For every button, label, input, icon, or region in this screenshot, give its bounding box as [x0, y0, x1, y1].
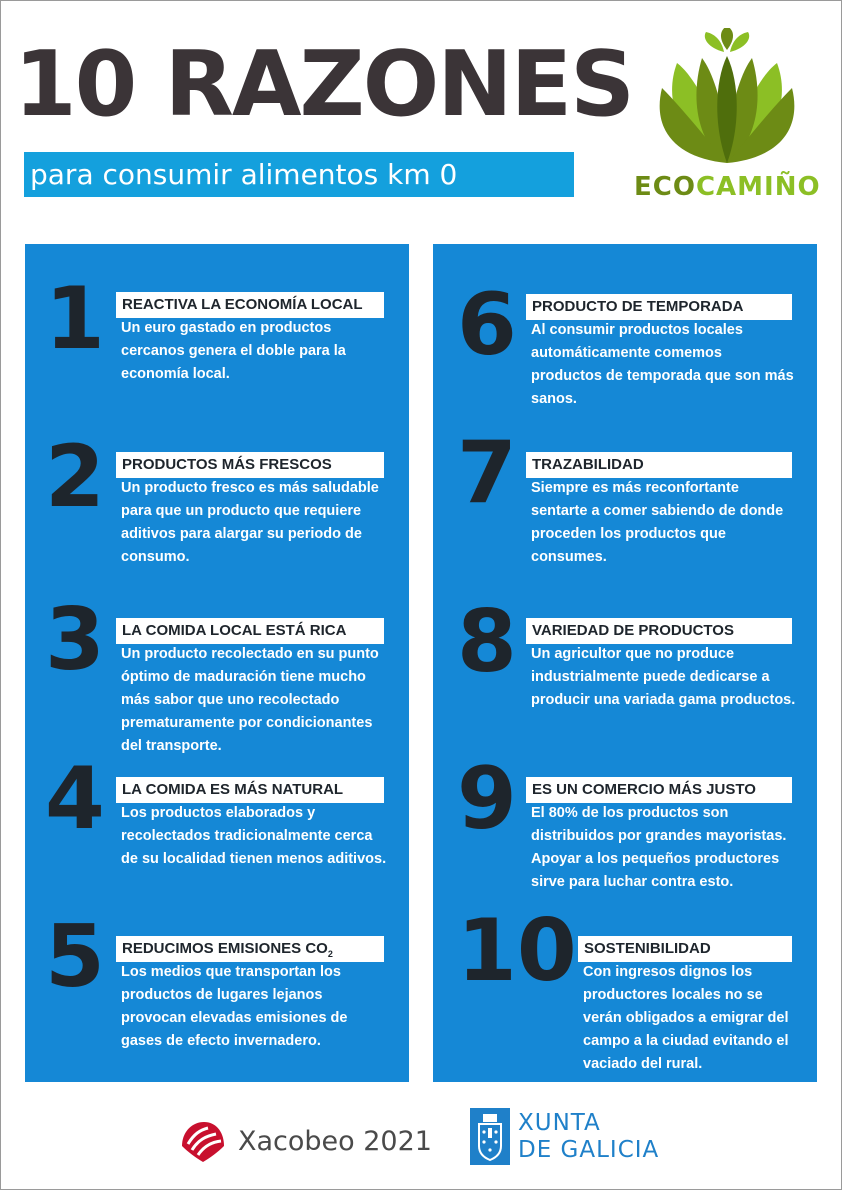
wordmark-eco: ECO — [634, 172, 696, 202]
reason-title: REACTIVA LA ECONOMÍA LOCAL — [116, 292, 384, 318]
reason-number: 3 — [45, 590, 105, 690]
reason-text: Un agricultor que no produce industrialmente puede dedicarse a producir una variada gama productos. — [531, 646, 796, 708]
reason-title: PRODUCTO DE TEMPORADA — [526, 294, 792, 320]
reason-number: 7 — [457, 423, 517, 523]
scallop-shell-icon — [178, 1116, 228, 1166]
xunta-label-line2: DE GALICIA — [518, 1137, 660, 1163]
galicia-shield-icon — [470, 1108, 510, 1165]
reason-text: Un producto recolectado en su punto óptimo de maduración tiene mucho más sabor que uno recolectado prematuramente por condicionantes del transporte. — [121, 646, 379, 754]
reason-text: Al consumir productos locales automáticamente comemos productos de temporada que son más sanos. — [531, 322, 794, 407]
page-title: 10 RAZONES — [14, 32, 633, 137]
reason-title: TRAZABILIDAD — [526, 452, 792, 478]
reason-number: 4 — [45, 749, 105, 849]
reason-number: 6 — [457, 275, 517, 375]
subtitle-banner — [24, 152, 574, 197]
wordmark-camino: CAMIÑO — [695, 172, 821, 202]
reason-number: 1 — [45, 269, 105, 369]
reason-title — [116, 936, 384, 962]
reason-number: 10 — [457, 901, 577, 1001]
reason-text: Con ingresos dignos los productores locales no se verán obligados a emigrar del campo a la ciudad evitando el vaciado del rural. — [583, 964, 789, 1072]
reason-title: ES UN COMERCIO MÁS JUSTO — [526, 777, 792, 803]
reason-title-text: REDUCIMOS EMISIONES CO — [122, 940, 328, 957]
reason-text: Siempre es más reconfortante sentarte a comer sabiendo de donde proceden los productos que consumes. — [531, 480, 784, 565]
reason-title: LA COMIDA ES MÁS NATURAL — [116, 777, 384, 803]
reasons-column-right — [433, 244, 817, 1082]
xacobeo-label: Xacobeo 2021 — [238, 1126, 432, 1157]
xunta-label — [518, 1110, 659, 1164]
xunta-label-line1: XUNTA — [518, 1110, 601, 1136]
reason-number: 2 — [45, 427, 105, 527]
page-subtitle: para consumir alimentos km 0 — [30, 158, 458, 191]
ecocamino-wordmark — [634, 172, 821, 202]
reason-text: Un euro gastado en productos cercanos genera el doble para la economía local. — [121, 320, 346, 382]
reason-number: 9 — [457, 749, 517, 849]
reason-number: 5 — [45, 907, 105, 1007]
reason-title-subscript: 2 — [327, 949, 333, 959]
xunta-logo — [470, 1108, 690, 1168]
reason-title: VARIEDAD DE PRODUCTOS — [526, 618, 792, 644]
reason-text: El 80% de los productos son distribuidos por grandes mayoristas. Apoyar a los pequeños productores sirve para luchar contra esto. — [531, 805, 787, 890]
reason-title: PRODUCTOS MÁS FRESCOS — [116, 452, 384, 478]
reason-title: SOSTENIBILIDAD — [578, 936, 792, 962]
reasons-column-left — [25, 244, 409, 1082]
reason-text: Un producto fresco es más saludable para que un producto que requiere aditivos para alargar su periodo de consumo. — [121, 480, 379, 565]
reason-title: LA COMIDA LOCAL ESTÁ RICA — [116, 618, 384, 644]
reason-number: 8 — [457, 592, 517, 692]
reason-text: Los productos elaborados y recolectados tradicionalmente cerca de su localidad tienen menos aditivos. — [121, 805, 387, 867]
xacobeo-logo — [178, 1116, 438, 1166]
reason-text: Los medios que transportan los productos de lugares lejanos provocan elevadas emisiones de gases de efecto invernadero. — [121, 964, 348, 1049]
